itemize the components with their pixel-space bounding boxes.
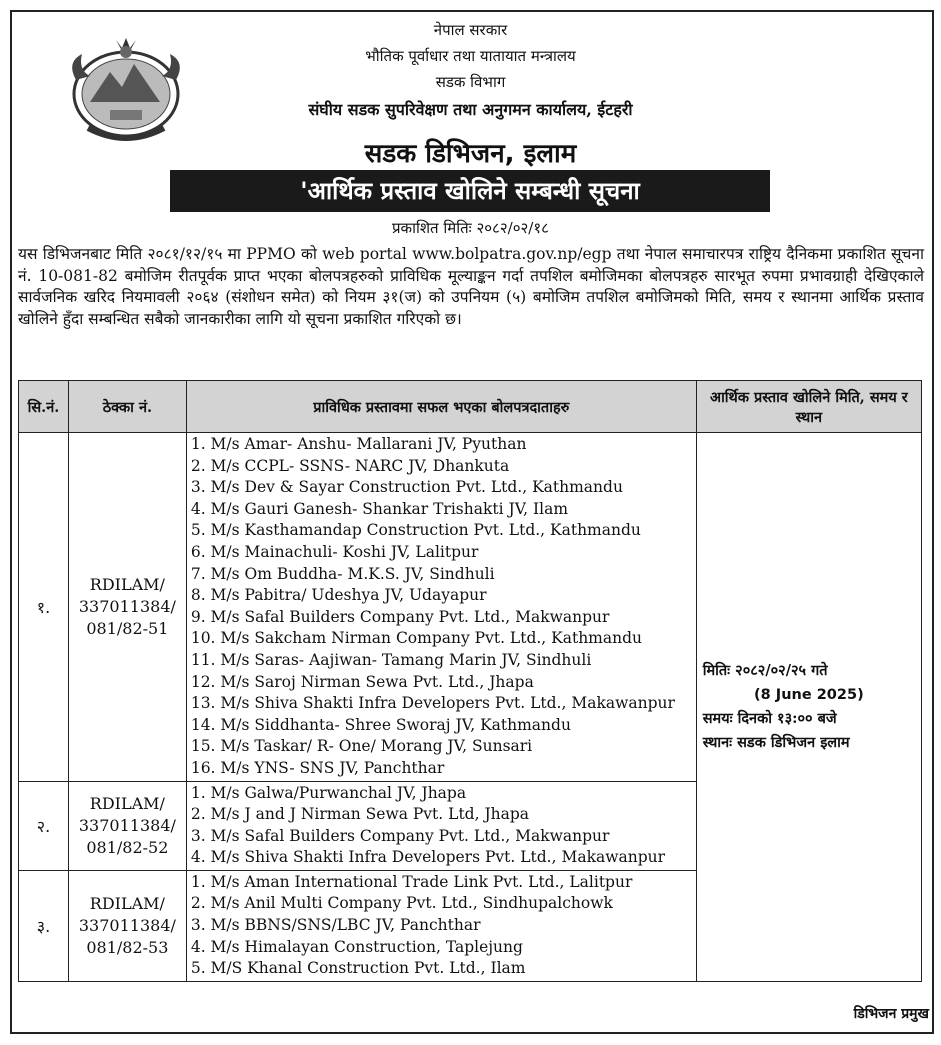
row-bidders	[186, 781, 696, 870]
row-contract	[68, 870, 186, 981]
header-office: संघीय सडक सुपरिवेक्षण तथा अनुगमन कार्यालय, ईटहरी	[308, 100, 633, 119]
list-item: 4. M/s Himalayan Construction, Taplejung	[190, 937, 523, 956]
bidder-list	[191, 783, 692, 869]
row-sn: १.	[19, 433, 69, 782]
list-item: 13. M/s Shiva Shakti Infra Developers Pvt. Ltd., Makawanpur	[190, 694, 675, 713]
contract-line: 081/82-52	[86, 837, 169, 857]
row-bidders	[186, 433, 696, 782]
list-item: 3. M/s Dev & Sayar Construction Pvt. Ltd., Kathmandu	[190, 478, 623, 497]
opening-details	[696, 433, 921, 982]
list-item: 3. M/s BBNS/SNS/LBC JV, Panchthar	[190, 916, 481, 935]
col-header-bidders: प्राविधिक प्रस्तावमा सफल भएका बोलपत्रदाताहरु	[186, 381, 696, 433]
list-item: 10. M/s Sakcham Nirman Company Pvt. Ltd., Kathmandu	[190, 629, 643, 648]
bidder-list	[191, 872, 692, 980]
col-header-sn: सि.नं.	[19, 381, 69, 433]
list-item: 1. M/s Aman International Trade Link Pvt. Ltd., Lalitpur	[190, 872, 633, 891]
row-contract	[68, 433, 186, 782]
list-item: 7. M/s Om Buddha- M.K.S. JV, Sindhuli	[190, 564, 495, 583]
list-item: 16. M/s YNS- SNS JV, Panchthar	[190, 758, 445, 777]
list-item: 2. M/s CCPL- SSNS- NARC JV, Dhankuta	[190, 456, 510, 475]
contract-line: 081/82-51	[86, 618, 169, 638]
opening-place: स्थानः सडक डिभिजन इलाम	[702, 733, 850, 751]
contract-line: RDILAM/	[89, 793, 165, 813]
notice-title-banner: 'आर्थिक प्रस्ताव खोलिने सम्बन्धी सूचना	[170, 170, 770, 212]
header-division: सडक डिभिजन, इलाम	[364, 139, 577, 169]
list-item: 4. M/s Shiva Shakti Infra Developers Pvt. Ltd., Makawanpur	[190, 848, 666, 867]
contract-line: RDILAM/	[89, 574, 165, 594]
notice-paragraph: यस डिभिजनबाट मिति २०८१/१२/१५ मा PPMO को web portal www.bolpatra.gov.np/egp तथा नेपाल समाचारपत्र राष्ट्रिय दैनिकमा प्रकाशित सूचना नं. 10-081-82 बमोजिम रीतपूर्वक प्राप्त भएका बोलपत्रहरुको प्राविधिक मूल्याङ्कन गर्दा तपशिल बमोजिमका बोलपत्रहरु सारभूत रुपमा प्रभावग्राही देखिएकाले सार्वजनिक खरिद नियमावली २०६४ (संशोधन समेत) को नियम ३१(ज) को उपनियम (५) बमोजिम तपशिल बमोजिमको मिति, समय र स्थानमा आर्थिक प्रस्ताव खोलिने हुँदा सम्बन्धित सबैको जानकारीका लागि यो सूचना प्रकाशित गरिएको छ।	[18, 245, 924, 328]
header-government: नेपाल सरकार	[433, 21, 508, 39]
list-item: 6. M/s Mainachuli- Koshi JV, Lalitpur	[190, 542, 479, 561]
list-item: 5. M/s Kasthamandap Construction Pvt. Ltd., Kathmandu	[190, 521, 641, 540]
list-item: 2. M/s Anil Multi Company Pvt. Ltd., Sindhupalchowk	[190, 894, 613, 913]
header-ministry: भौतिक पूर्वाधार तथा यातायात मन्त्रालय	[365, 47, 576, 65]
row-sn: २.	[19, 781, 69, 870]
contract-line: 337011384/	[78, 596, 176, 616]
contract-line: 337011384/	[78, 915, 176, 935]
contract-line: RDILAM/	[89, 893, 165, 913]
published-date: प्रकाशित मितिः २०८२/०२/१८	[392, 219, 549, 237]
list-item: 12. M/s Saroj Nirman Sewa Pvt. Ltd., Jhapa	[190, 672, 534, 691]
opening-time: समयः दिनको १३:०० बजे	[702, 709, 837, 727]
bidders-table	[18, 380, 922, 982]
row-contract	[68, 781, 186, 870]
table-header-row	[19, 381, 922, 433]
col-header-contract: ठेक्का नं.	[68, 381, 186, 433]
list-item: 11. M/s Saras- Aajiwan- Tamang Marin JV, Sindhuli	[190, 650, 592, 669]
table-row	[19, 433, 922, 782]
col-header-opening: आर्थिक प्रस्ताव खोलिने मिति, समय र स्थान	[696, 381, 921, 433]
list-item: 9. M/s Safal Builders Company Pvt. Ltd., Makwanpur	[190, 607, 610, 626]
contract-line: 337011384/	[78, 815, 176, 835]
opening-date: मितिः २०८२/०२/२५ गते	[702, 661, 828, 679]
list-item: 1. M/s Amar- Anshu- Mallarani JV, Pyuthan	[190, 435, 527, 453]
header-department: सडक विभाग	[435, 73, 506, 91]
row-sn: ३.	[19, 870, 69, 981]
signature-division-head: डिभिजन प्रमुख	[853, 1006, 929, 1022]
list-item: 5. M/S Khanal Construction Pvt. Ltd., Ilam	[190, 959, 526, 978]
opening-date-english: (8 June 2025)	[754, 686, 864, 703]
list-item: 2. M/s J and J Nirman Sewa Pvt. Ltd, Jhapa	[190, 805, 530, 824]
list-item: 15. M/s Taskar/ R- One/ Morang JV, Sunsari	[190, 737, 533, 756]
contract-line: 081/82-53	[86, 937, 169, 957]
list-item: 3. M/s Safal Builders Company Pvt. Ltd., Makwanpur	[190, 826, 610, 845]
bidder-list	[191, 434, 692, 780]
list-item: 1. M/s Galwa/Purwanchal JV, Jhapa	[190, 783, 467, 802]
list-item: 14. M/s Siddhanta- Shree Sworaj JV, Kathmandu	[190, 715, 571, 734]
row-bidders	[186, 870, 696, 981]
list-item: 8. M/s Pabitra/ Udeshya JV, Udayapur	[190, 586, 487, 605]
list-item: 4. M/s Gauri Ganesh- Shankar Trishakti JV, Ilam	[190, 499, 569, 518]
